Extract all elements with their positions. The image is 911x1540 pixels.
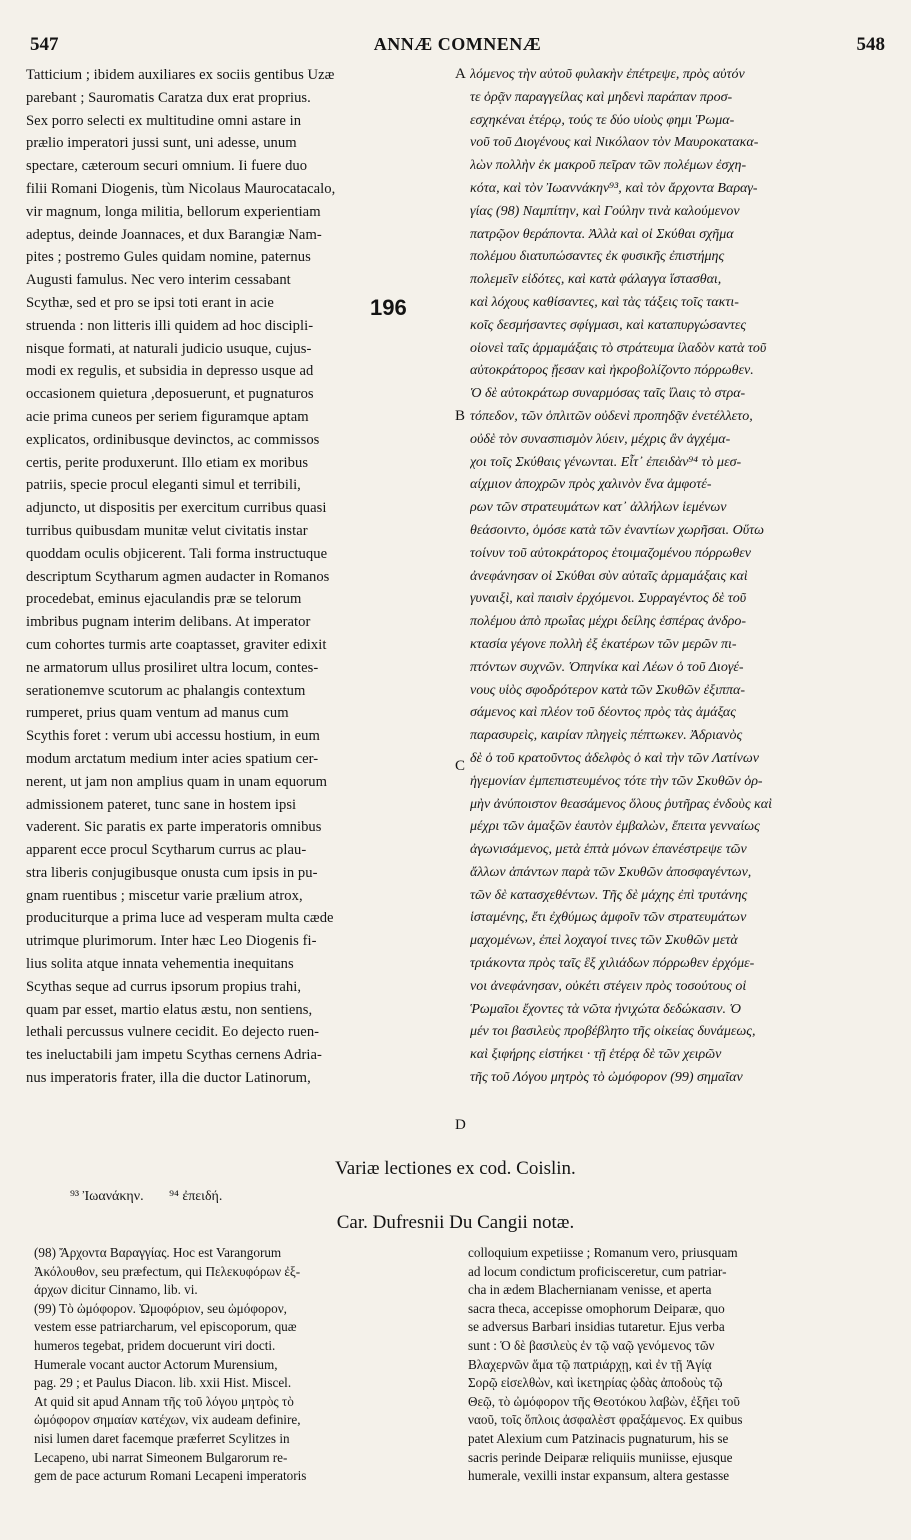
greek-text-line: τῆς τοῦ Λόγου μητρὸς τὸ ὠμόφορον (99) σημαῖαν [470,1070,743,1086]
greek-text-line: λὼν πολλὴν ἐκ μακροῦ πεῖραν τῶν πολέμων ἐσχη- [470,158,747,174]
latin-text-line: serationemve scutorum ac phalangis contextum [26,682,306,699]
greek-text-line: πολέμου διατυπώσαντες ἐκ φυσικῆς ἐπιστήμης [470,249,725,265]
note-line: (99) Τὸ ὠμόφορον. Ὠμοφόριον, seu ὠμόφορον, [34,1300,287,1316]
latin-text-line: apparent ecce procul Scytharum currus ac plau- [26,842,307,859]
latin-text-line: rumperet, prius quam ventum ad manus cum [26,705,289,722]
latin-text-line: certis, perite produxerunt. Illo etiam ex moribus [26,454,309,471]
running-title: ANNÆ COMNENÆ [373,34,542,54]
greek-text-line: αίχμιον ἀποχρῶν πρὸς χαλινὸν ἕνα ἀμφοτέ- [470,477,712,493]
margin-letter-b: B [455,408,466,424]
latin-text-line: occasionem quietura ,deposuerunt, et pugnaturos [26,386,314,403]
greek-text-line: χοι τοῖς Σκύθαις γένωνται. Εἶτ᾽ ἐπειδὰν⁹⁴ τὸ μεσ- [470,454,742,470]
latin-text-line: imbribus pugnam interim delibans. At imperator [26,614,311,631]
greek-column [470,64,882,1090]
latin-text-line: nerent, ut jam non amplius quam in unam equorum [26,773,328,790]
latin-text-line: lius solita atque innata vehementia inequitans [26,956,294,973]
variae-lectiones [70,1189,244,1205]
note-line: cha in ædem Blachernianam venisse, et aperta [468,1282,712,1298]
greek-text-line: τόπεδον, τῶν ὁπλιτῶν οὐδενὶ προπηδᾷν ἐνετέλλετο, [470,408,753,424]
greek-text-line: παρασυρεὶς, καιρίαν πληγεὶς πέπτωκεν. Ἀδριανὸς [470,728,743,744]
greek-text-line: λόμενος τὴν αὐτοῦ φυλακὴν ἐπέτρεψε, πρὸς αὐτόν [470,67,745,82]
greek-text-line: νους υἱὸς σφοδρότερον κατὰ τῶν Σκυθῶν ἐξιππα- [470,682,746,698]
note-line: (98) Ἄρχοντα Βαραγγίας. Hoc est Varangorum [34,1245,282,1260]
latin-text-line: descriptum Scytharum agmen audacter in Romanos [26,568,330,585]
greek-text-line: τε ὁρᾷν παραγγείλας καὶ μηδενὶ παράπαν προσ- [470,89,733,105]
note-line: nisi lumen daret facemque præferret Scylitzes in [34,1430,290,1446]
variae-lectiones-title: Variæ lectiones ex cod. Coislin. [335,1158,576,1179]
greek-text-line: σάμενος καὶ πλέον τοῦ δέοντος πρὸς τὰς ἁμάξας [470,705,736,721]
greek-text-line: μὴν ἀνύποιστον θεασάμενος ὅλους ῥυτῆρας ἐνδοὺς καὶ [470,796,772,812]
greek-text-line: γίας (98) Ναμπίτην, καὶ Γούλην τινὰ καλούμενον [470,203,740,219]
note-line: pag. 29 ; et Paulus Diacon. lib. xxii Hist. Miscel. [34,1375,292,1391]
margin-letter-d: D [455,1117,466,1133]
latin-text-line: Scythas seque ad currus ipsorum propius trahi, [26,978,302,995]
page-number-right: 548 [856,34,885,55]
margin-letter-a: A [455,66,466,82]
latin-text-line: Augusti famulus. Nec vero interim cessabant [26,272,291,289]
greek-text-line: πατρῷον θεράποντα. Ἀλλὰ καὶ οἱ Σκύθαι σχῆμα [470,226,734,242]
edition-page-marker: 196 [370,295,407,320]
greek-text-line: πτόντων συχνῶν. Ὁπηνίκα καὶ Λέων ὁ τοῦ Διογέ- [470,659,744,675]
greek-text-line: Ῥωμαῖοι ἔχοντες τὰ νῶτα ἠνιχώτα δεδώκασιν. Ὁ [470,1001,741,1017]
note-line: sacris perinde Deiparæ reliquiis muniisse, ejusque [468,1449,733,1465]
page-number-left: 547 [30,34,59,55]
greek-text-line: οὐδὲ τὸν συνασπισμὸν λύειν, μέχρις ἂν ἀγχέμα- [470,431,731,447]
greek-text-line: οἱονεὶ ταῖς ἁρμαμάξαις τὸ στράτευμα ἰλαδὸν κατὰ τοῦ [470,340,767,356]
note-line: humerale, vexilli instar expansum, altera gestasse [468,1468,730,1484]
note-line: colloquium expetiisse ; Romanum vero, priusquam [468,1245,738,1260]
greek-text-line: αὐτοκράτορος ᾔεσαν καὶ ἠκροβολίζοντο πόρρωθεν. [470,363,754,379]
variant-reading: ⁹⁴ ἐπειδή. [169,1189,223,1204]
greek-text-line: καὶ ξιφήρης εἱστήκει · τῇ ἑτέρᾳ δὲ τῶν χειρῶν [470,1047,722,1063]
note-line: humeros tegebat, pridem docuerunt viri docti. [34,1337,276,1353]
latin-text-line: gnam ruentibus ; miscetur varie prælium atrox, [26,887,303,904]
latin-text-line: acie prima cuneos per seriem figuramque aptam [26,408,309,425]
latin-text-line: stra liberis conjugibusque onusta cum ipsis in pu- [26,864,318,881]
latin-text-line: Tatticium ; ibidem auxiliares ex sociis gentibus Uzæ [26,67,335,83]
greek-text-line: Ὁ δὲ αὐτοκράτωρ συναρμόσας ταῖς ἴλαις τὸ στρα- [470,386,746,402]
latin-column [26,64,454,1090]
greek-text-line: κοῖς δεσμήσαντες σφίγμασι, καὶ καταπυργώσαντες [470,317,747,333]
greek-text-line: μέχρι τῶν ἁμαξῶν ἑαυτὸν ἐμβαλὼν, ἔπειτα γενναίως [470,819,760,835]
latin-text-line: vir magnum, longa militia, bellorum experientiam [26,203,321,220]
note-line: gem de pace acturum Romani Lecapeni imperatoris [34,1468,307,1484]
latin-text-line: Scythis foret : verum ubi accessu hostium, in eum [26,728,320,745]
latin-text-line: modi ex regulis, et subsidia in depresso usque ad [26,363,314,380]
greek-text-line: δὲ ὁ τοῦ κρατοῦντος ἀδελφὸς ὁ καὶ τὴν τῶν Λατίνων [470,750,759,766]
latin-text-line: modum arctatum medium inter acies spatium cer- [26,750,319,767]
greek-text-line: ρων τῶν στρατευμάτων κατ᾽ ἀλλήλων ἱεμένων [470,500,727,516]
greek-text-line: πολεμεῖν εἰδότες, καὶ κατὰ φάλαγγα ἵστασθαι, [470,272,722,288]
latin-text-line: spectare, cæteroum securi omnium. Ii fuere duo [26,158,308,175]
greek-text-line: τριάκοντα πρὸς ταῖς ἓξ χιλιάδων πόρρωθεν ἐρχόμε- [470,956,755,972]
greek-text-line: ἡγεμονίαν ἐμπεπιστευμένος τότε τὴν τῶν Σκυθῶν ὁρ- [470,773,763,789]
latin-text-line: turribus quibusdam munitæ velut civitatis instar [26,522,308,539]
variant-reading: ⁹³ Ἰωανάκην. [70,1189,144,1204]
latin-text-line: cum cohortes turmis arte coaptasset, graviter edixit [26,636,327,653]
margin-letter-c: C [455,758,466,774]
latin-text-line: struenda : non litteris illi quidem ad hoc discipli- [26,317,314,334]
greek-text-line: ἀνεφάνησαν οἱ Σκύθαι σὺν αὐταῖς ἁρμαμάξαις καὶ [470,568,748,584]
latin-text-line: utrimque plurimorum. Inter hæc Leo Diogenis fi- [26,933,317,950]
note-line: Humerale vocant auctor Actorum Murensium, [34,1356,278,1372]
note-line: sunt : Ὁ δὲ βασιλεὺς ἐν τῷ ναῷ γενόμενος τῶν [468,1337,715,1353]
latin-text-line: parebant ; Sauromatis Caratza dux erat proprius. [26,89,311,106]
latin-text-line: filii Romani Diogenis, tùm Nicolaus Maurocatacalo, [26,180,336,197]
latin-text-line: adjuncto, ut dispositis per exercitum curribus quasi [26,500,327,517]
greek-text-line: τοίνυν τοῦ αὐτοκράτορος ἑτοιμαζομένου πόρρωθεν [470,545,751,561]
note-line: Lecapeno, ubi narrat Simeonem Bulgarorum re- [34,1449,288,1465]
latin-text-line: nisque formati, at naturali judicio usuque, cujus- [26,340,312,357]
greek-text-line: νοῦ τοῦ Διογένους καὶ Νικόλαον τὸν Μαυροκατακα- [470,135,759,151]
latin-text-line: lethali percussus vulnere cecidit. Eo dejecto ruen- [26,1024,320,1041]
latin-text-line: procedebat, eminus ejaculandis præ se telorum [26,591,302,608]
greek-text-line: νοι ἀνεφάνησαν, οὐκέτι στέγειν πρὸς τοσούτους οἱ [470,978,747,994]
latin-text-line: explicatos, ordinibusque devinctos, ac commissos [26,431,320,448]
latin-text-line: admissionem pateret, tunc sane in hostem ipsi [26,796,297,813]
note-line: Ἀκόλουθον, seu præfectum, qui Πελεκυφόρων ἐξ- [34,1263,301,1279]
latin-text-line: Sex porro selecti ex multitudine omni astare in [26,112,302,129]
greek-text-line: γυναιξὶ, καὶ παισὶν ἐρχόμενοι. Συρραγέντος δὲ τοῦ [470,591,747,607]
greek-text-line: ἱσταμένης, ἔτι ἐχθύμως ἀμφοῖν τῶν στρατευμάτων [470,910,747,926]
note-line: Θεῷ, τὸ ὠμόφορον τῆς Θεοτόκου λαβὼν, ἐξῆει τοῦ [468,1393,740,1409]
latin-text-line: quoddam oculis objicerent. Tali forma instructuque [26,545,328,562]
greek-text-line: κτασία γέγονε πολλὴ ἐξ ἑκατέρων τῶν μερῶν πι- [470,636,737,652]
note-line: patet Alexium cum Patzinacis pugnaturum, his se [468,1430,729,1446]
latin-text-line: vaderent. Sic paratis ex parte imperatoris omnibus [26,819,322,836]
note-line: Βλαχερνῶν ἅμα τῷ πατριάρχῃ, καὶ ἐν τῇ Ἁγίᾳ [468,1356,712,1372]
greek-text-line: ἀγωνισάμενος, μετὰ ἑπτὰ μόνων ἐπανέστρεψε τῶν [470,842,747,858]
note-line: ad locum condictum proficisceretur, cum patriar- [468,1263,727,1279]
latin-text-line: patriis, specie procul eleganti simul et terribili, [26,477,301,494]
note-line: Σορῷ εἰσελθὼν, καὶ ἱκετηρίας ᾠδὰς ἀποδοὺς τῷ [468,1375,723,1391]
latin-text-line: ne armatorum ullus prosiliret ultra locum, contes- [26,659,319,676]
greek-text-line: ἄλλων ἁπάντων παρὰ τῶν Σκυθῶν ἀποσφαγέντων, [470,864,752,880]
page-header [30,34,885,60]
greek-text-line: καὶ λόχους καθίσαντες, καὶ τὰς τάξεις τοῖς τακτι- [470,294,739,310]
latin-text-line: produciturque a prima luce ad vesperam multa cæde [26,910,334,927]
note-line: sacra theca, accepisse omophorum Deiparæ, quo [468,1300,725,1316]
latin-text-line: prælio imperatori jussi sunt, uni adesse, unum [26,135,297,152]
greek-text-line: πολέμου ἀπὸ πρωΐας μέχρι δείλης ἑσπέρας ἀνδρο- [470,614,747,630]
note-line: vestem esse patriarcharum, vel episcoporum, quæ [34,1319,297,1335]
greek-text-line: κότα, καὶ τὸν Ἰωαννάκην⁹³, καὶ τὸν ἄρχοντα Βαραγ- [470,180,758,196]
greek-text-line: μαχομένων, ἐπεὶ λοχαγοί τινες τῶν Σκυθῶν μετὰ [470,933,738,949]
greek-text-line: θεάσοιντο, ὁμόσε κατὰ τῶν ἐναντίων χωρῆσαι. Οὕτω [470,522,765,538]
latin-text-line: adeptus, deinde Joannaces, et dux Barangiæ Nam- [26,226,322,243]
latin-text-line: pites ; postremo Gules quidam nomine, paternus [26,249,311,266]
latin-text-line: tes ineluctabili jam impetu Scythas cernens Adria- [26,1047,322,1064]
notes-right-column [468,1244,886,1486]
latin-text-line: Scythæ, sed et pro se ipsi toti erant in acie [26,294,274,311]
latin-text-line: quam par esset, martio elatus æstu, non sentiens, [26,1001,313,1018]
notes-left-column [34,1244,450,1486]
note-line: ὠμόφορον σημαίαν κατέχων, vix audeam definire, [34,1412,301,1428]
note-line: At quid sit apud Annam τῆς τοῦ λόγου μητρὸς τὸ [34,1393,294,1409]
note-line: se adversus Barbari insidias tutaretur. Ejus verba [468,1319,725,1335]
note-line: άρχων dicitur Cinnamo, lib. vi. [34,1282,198,1298]
notes-title: Car. Dufresnii Du Cangii notæ. [336,1212,575,1233]
greek-text-line: εσχηκέναι ἑτέρῳ, τούς τε δύο υἱοὺς φημι Ῥωμα- [470,112,735,128]
greek-text-line: τῶν δὲ κατασχεθέντων. Τῆς δὲ μάχης ἐπὶ τρυτάνης [470,887,748,903]
note-line: ναοῦ, τοῖς ὅπλοις ἀσφαλὲστ φραξάμενος. Ex quibus [468,1412,743,1428]
greek-text-line: μέν τοι βασιλεὺς προβέβλητο τῆς οἰκείας δυνάμεως, [470,1024,756,1040]
latin-text-line: nus imperatoris frater, illa die ductor Latinorum, [26,1070,311,1087]
